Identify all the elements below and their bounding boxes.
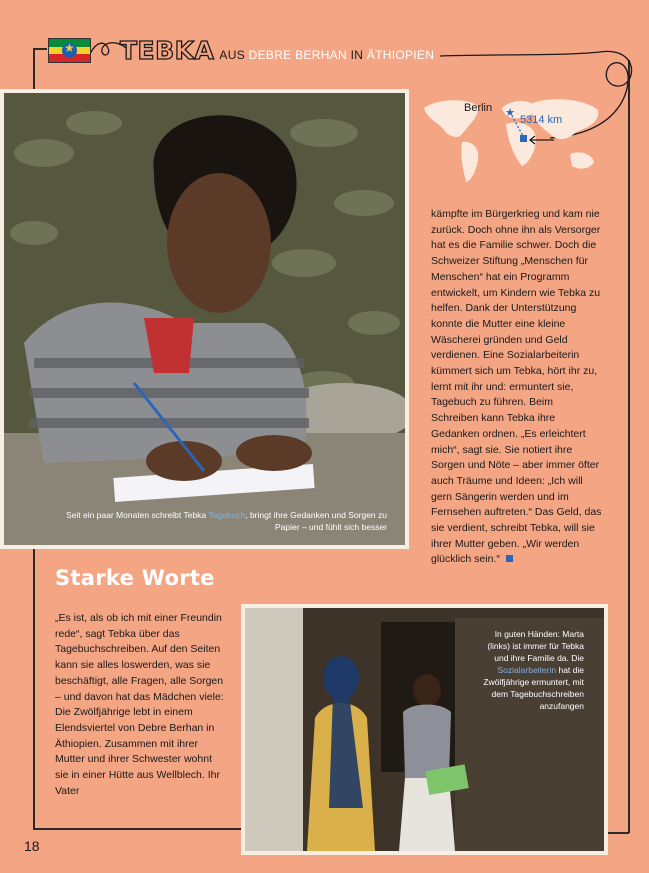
title-connector: IN (350, 48, 364, 62)
photo-girl-writing (0, 89, 409, 549)
frame-line-right-bottom (608, 832, 629, 834)
page-number: 18 (24, 838, 40, 854)
article-body-left: „Es ist, als ob ich mit einer Freundin rede“, sagt Tebka über das Tagebuchschreiben. Auf den Seiten kann sie alles loswerden, was sie beschäftigt, alle Fragen, alle Sorgen – und davon hat das Mädchen viele: Die Zwölfjährige lebt in einem Elendsviertel von Debre Berhan in Äthiopien. Zusammen mit ihrer Mutter und ihrer Schwester wohnt sie in einer Hütte aus Wellblech. Ihr Vater (55, 612, 224, 797)
frame-line-top (33, 48, 47, 50)
frame-line-left-lower (33, 548, 35, 828)
title-location (219, 48, 434, 62)
world-map (418, 90, 608, 190)
ethiopia-flag-icon (48, 38, 91, 63)
photo-social-worker (241, 604, 608, 855)
title-city: DEBRE BERHAN (248, 48, 347, 62)
map-city-label: Berlin (464, 102, 493, 114)
frame-line-right (628, 60, 630, 833)
caption-highlight-sozialarbeiterin: Sozialarbeiterin (497, 665, 557, 675)
title-name: TEBKA (120, 36, 215, 65)
article-body-right: kämpfte im Bürgerkrieg und kam nie zurück. Doch ohne ihn als Versorger hat es die Familie schwer. Doch die Schweizer Stiftung „Menschen für Menschen“ hat ein Programm entwickelt, um Kindern wie Tebka zu helfen. Dank der Unterstützung konnte die Mutter eine kleine Wäscherei gründen und Geld verdienen. Eine Sozialarbeiterin kümmert sich um Tebka, hört ihr zu, lernt mit ihr und: ermuntert sie, Tagebuch zu führen. Beim Schreiben kann Tebka ihre Gedanken ordnen. „Es erleichtert mich“, sagt sie. Sie notiert ihre Sorgen und Nöte – aber immer öfter auch Träume und Ideen: „Ich will gern Sängerin werden und im Fernsehen auftreten.“ Das Geld, das sie verdient, schreibt Tebka, will sie ihrer Mutter geben. „Wir werden glücklich sein.“ (431, 208, 602, 566)
frame-line-bottom (33, 828, 241, 830)
photo1-caption: Seit ein paar Monaten schreibt Tebka Tagebuch, bringt ihre Gedanken und Sorgen zu Papier – und fühlt sich besser (65, 510, 387, 532)
caption-highlight-tagebuch: Tagebuch (208, 510, 246, 520)
page-title (120, 36, 434, 65)
title-country: ÄTHIOPIEN (366, 48, 435, 62)
map-distance-label: 5314 km (520, 114, 563, 126)
article-end-mark (506, 555, 513, 562)
section-heading: Starke Worte (55, 566, 215, 590)
frame-line-left (33, 48, 35, 93)
title-prefix: AUS (219, 48, 245, 62)
svg-text:★: ★ (505, 106, 515, 119)
photo2-caption: In guten Händen: Marta (links) ist immer für Tebka und ihre Familie da. Die Sozialarbeiterin hat die Zwölfjährige ermuntert, mit dem Tagebuchschreiben anzufangen (483, 629, 584, 711)
map-pointer-arrow (526, 134, 556, 146)
